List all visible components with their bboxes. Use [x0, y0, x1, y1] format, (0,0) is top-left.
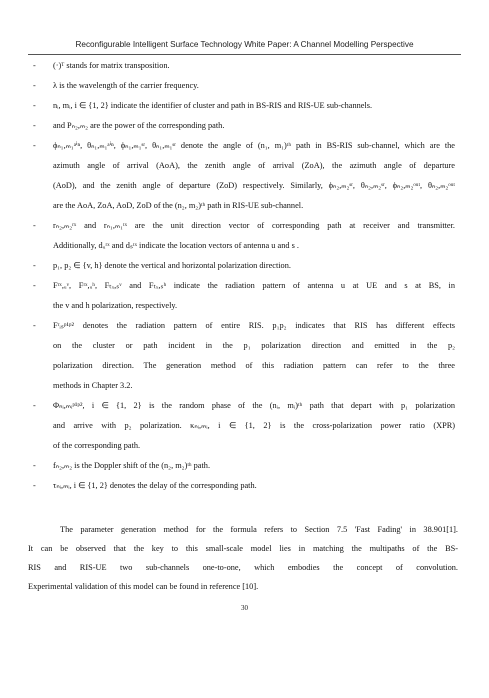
body-paragraph	[28, 520, 458, 596]
list-item-line: ϕₙ₁,ₘ₁ᵃⁱⁿ, θₙ₁,ₘ₁ᵃⁱⁿ, ϕₙ₁,ₘ₁ˢʳ, θₙ₁,ₘ₁ˢʳ denote the angle of (n₁, m₁)ᵗʰ path in BS-RIS sub-channel, which are the	[53, 141, 455, 150]
list-item	[33, 76, 455, 96]
list-item	[33, 216, 455, 256]
list-item	[33, 56, 455, 76]
running-header: Reconfigurable Intelligent Surface Technology White Paper: A Channel Modelling Perspective	[75, 40, 414, 49]
bullet-dash: -	[33, 481, 36, 490]
list-item	[33, 476, 455, 496]
list-item-line: azimuth angle of arrival (AoA), the zenith angle of arrival (ZoA), the azimuth angle of departure	[53, 161, 455, 170]
bullet-dash: -	[33, 101, 36, 110]
list-item-line: Additionally, dᵤʳˣ and dₛᵗˣ indicate the location vectors of antenna u and s .	[53, 241, 299, 250]
list-item	[33, 96, 455, 116]
list-item	[33, 396, 455, 456]
bullet-dash: -	[33, 281, 36, 290]
list-item	[33, 316, 455, 396]
bullet-dash: -	[33, 141, 36, 150]
list-item-line: nᵢ, mᵢ, i ∈ {1, 2} indicate the identifier of cluster and path in BS-RIS and RIS-UE sub-channels.	[53, 101, 373, 110]
bullet-dash: -	[33, 321, 36, 330]
list-item	[33, 456, 455, 476]
list-item-line: polarization direction. The generation method of this radiation pattern can refer to the three	[53, 361, 455, 370]
list-item-line: methods in Chapter 3.2.	[53, 381, 133, 390]
list-item-line: Fʳᵢₛᵖ¹ᵖ² denotes the radiation pattern of entire RIS. p₁p₂ indicates that RIS has different effects	[53, 321, 455, 330]
list-item-line: (·)ᵀ stands for matrix transposition.	[53, 61, 170, 70]
list-item-line: on the cluster or path incident in the p₁ polarization direction and emitted in the p₂	[53, 341, 455, 350]
paragraph-line: The parameter generation method for the formula refers to Section 7.5 'Fast Fading' in 38.901[1].	[60, 525, 458, 534]
symbol-definition-list	[33, 56, 455, 496]
bullet-dash: -	[33, 461, 36, 470]
paragraph-line: Experimental validation of this model can be found in reference [10].	[28, 582, 259, 591]
list-item-line: Fʳˣ,ᵤᵛ, Fʳˣ,ᵤʰ, Fₜₓ,ₛᵛ and Fₜₓ,ₛʰ indicate the radiation pattern of antenna u at UE and s at BS, in	[53, 281, 455, 290]
page-number: 30	[241, 604, 248, 612]
list-item-line: rₙ₂,ₘ₂ʳˣ and rₙ₁,ₘ₁ᵗˣ are the unit direction vector of corresponding path at receiver and transmitter.	[53, 221, 455, 230]
list-item-line: are the AoA, ZoA, AoD, ZoD of the (n₂, m₂)ᵗʰ path in RIS-UE sub-channel.	[53, 201, 304, 210]
bullet-dash: -	[33, 81, 36, 90]
bullet-dash: -	[33, 61, 36, 70]
list-item-line: and Pₙ₂,ₘ₂ are the power of the corresponding path.	[53, 121, 225, 130]
list-item	[33, 116, 455, 136]
list-item-line: and arrive with p₂ polarization. κₙᵢ,ₘᵢ, i ∈ {1, 2} is the cross-polarization power ratio (XPR)	[53, 421, 455, 430]
bullet-dash: -	[33, 121, 36, 130]
list-item-line: τₙᵢ,ₘᵢ, i ∈ {1, 2} denotes the delay of the corresponding path.	[53, 481, 257, 490]
list-item	[33, 276, 455, 316]
paragraph-line: It can be observed that the key to this small-scale model lies in matching the multipaths of the BS-	[28, 544, 458, 553]
list-item-line: Φₙᵢ,ₘᵢᵖ¹ᵖ², i ∈ {1, 2} is the random phase of the (nᵢ, mᵢ)ᵗʰ path that depart with p₁ polarization	[53, 401, 455, 410]
bullet-dash: -	[33, 401, 36, 410]
list-item	[33, 256, 455, 276]
bullet-dash: -	[33, 221, 36, 230]
list-item	[33, 136, 455, 216]
list-item-line: the v and h polarization, respectively.	[53, 301, 178, 310]
list-item-line: fₙ₂,ₘ₂ is the Doppler shift of the (n₂, m₂)ᵗʰ path.	[53, 461, 211, 470]
list-item-line: (AoD), and the zenith angle of departure (ZoD) respectively. Similarly, ϕₙ₂,ₘ₂ˢʳ, θₙ₂,ₘ₂ˢʳ, ϕₙ₂,ₘ₂ᵒᵘᵗ, θₙ₂,ₘ₂ᵒᵘᵗ	[53, 181, 455, 190]
paragraph-line: RIS and RIS-UE two sub-channels one-to-one, which embodies the concept of convolution.	[28, 563, 458, 572]
header-rule	[28, 54, 461, 55]
bullet-dash: -	[33, 261, 36, 270]
list-item-line: of the corresponding path.	[53, 441, 141, 450]
list-item-line: p₁, p₂ ∈ {v, h} denote the vertical and horizontal polarization direction.	[53, 261, 291, 270]
list-item-line: λ is the wavelength of the carrier frequency.	[53, 81, 199, 90]
